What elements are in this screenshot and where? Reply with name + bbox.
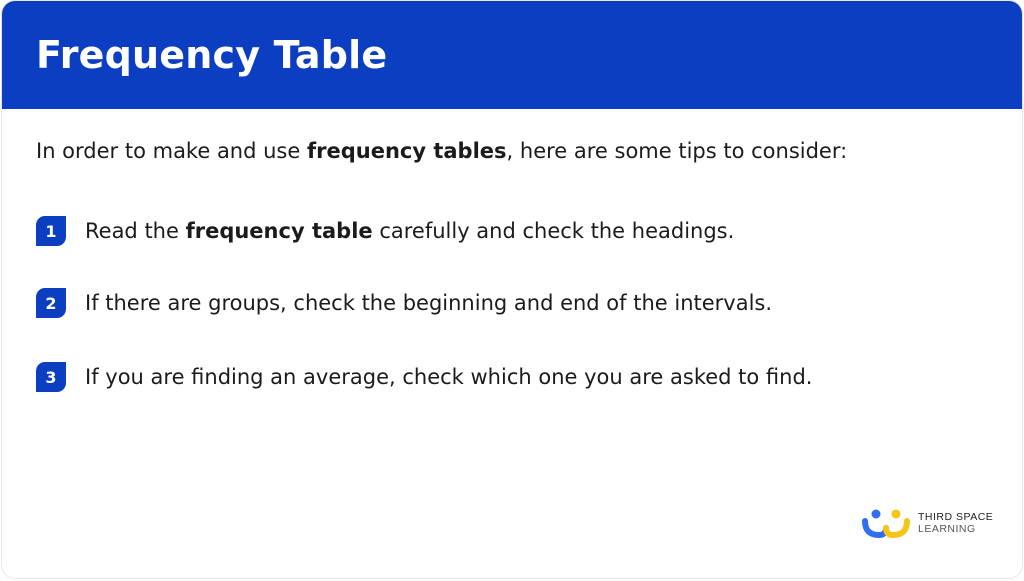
intro-bold: frequency tables bbox=[306, 139, 507, 163]
tip-text-before: If there are groups, check the beginning and end of the intervals. bbox=[85, 291, 773, 315]
page-title: Frequency Table bbox=[36, 33, 388, 77]
logo-line-2: LEARNING bbox=[918, 523, 976, 535]
header-bar bbox=[2, 1, 1022, 109]
tip-text-bold: frequency table bbox=[185, 219, 373, 243]
tip-text-before: If you are finding an average, check which one you are asked to find. bbox=[85, 365, 813, 389]
tip-number-badge: 1 bbox=[36, 216, 66, 246]
tip-item-3 bbox=[36, 362, 812, 392]
tip-item-1 bbox=[36, 216, 734, 246]
tip-item-2 bbox=[36, 288, 772, 318]
tip-text bbox=[85, 219, 734, 243]
tip-text-before: Read the bbox=[85, 219, 186, 243]
intro-after: , here are some tips to consider: bbox=[506, 139, 848, 163]
slide-card bbox=[1, 0, 1023, 579]
tip-text bbox=[85, 291, 772, 315]
tip-number-badge: 2 bbox=[36, 288, 66, 318]
logo-line-1: THIRD SPACE bbox=[918, 511, 994, 523]
tip-text-after: carefully and check the headings. bbox=[372, 219, 735, 243]
logo-wordmark bbox=[918, 511, 993, 535]
third-space-learning-icon bbox=[862, 508, 910, 538]
tip-text bbox=[85, 365, 812, 389]
intro-before: In order to make and use bbox=[36, 139, 307, 163]
tip-number-badge: 3 bbox=[36, 362, 66, 392]
third-space-learning-logo bbox=[862, 508, 993, 538]
intro-text bbox=[36, 139, 847, 163]
